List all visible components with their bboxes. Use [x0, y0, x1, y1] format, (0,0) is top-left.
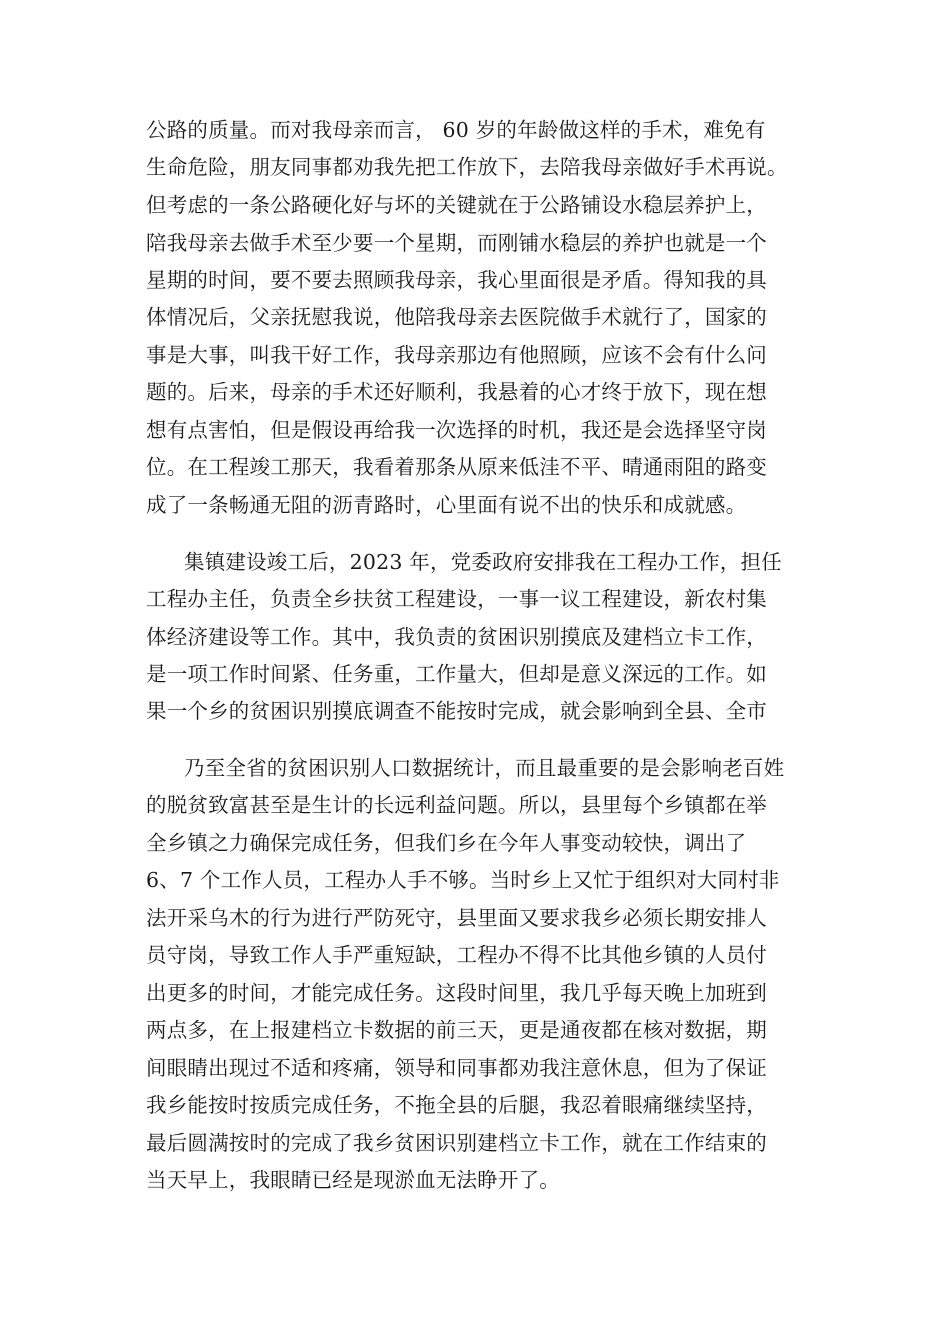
text-line: 公路的质量。而对我母亲而言， 60 岁的年龄做这样的手术，难免有 [146, 118, 766, 142]
text-line: 果一个乡的贫困识别摸底调查不能按时完成，就会影响到全县、全市 [146, 699, 767, 723]
text-line: 体情况后，父亲抚慰我说，他陪我母亲去医院做手术就行了，国家的 [146, 305, 767, 329]
text-line: 法开采乌木的行为进行严防死守，县里面又要求我乡必须长期安排人 [146, 906, 767, 930]
text-line: 间眼睛出现过不适和疼痛，领导和同事都劝我注意休息，但为了保证 [146, 1056, 767, 1080]
text-line: 体经济建设等工作。其中，我负责的贫困识别摸底及建档立卡工作， [146, 625, 767, 649]
text-line: 星期的时间，要不要去照顾我母亲，我心里面很是矛盾。得知我的具 [146, 268, 767, 292]
text-line: 两点多，在上报建档立卡数据的前三天，更是通夜都在核对数据，期 [146, 1018, 767, 1042]
text-line: 全乡镇之力确保完成任务，但我们乡在今年人事变动较快，调出了 [146, 831, 747, 855]
text-line: 的脱贫致富甚至是生计的长远利益问题。所以，县里每个乡镇都在举 [146, 793, 767, 817]
text-line: 想有点害怕，但是假设再给我一次选择的时机，我还是会选择坚守岗 [146, 418, 767, 442]
text-line: 工程办主任，负责全乡扶贫工程建设，一事一议工程建设，新农村集 [146, 587, 767, 611]
text-line: 最后圆满按时的完成了我乡贫困识别建档立卡工作，就在工作结束的 [146, 1131, 767, 1155]
text-line: 位。在工程竣工那天，我看着那条从原来低洼不平、晴通雨阻的路变 [146, 455, 767, 479]
text-line: 我乡能按时按质完成任务，不拖全县的后腿，我忍着眼痛继续坚持， [146, 1093, 767, 1117]
text-line: 当天早上，我眼睛已经是现淤血无法睁开了。 [146, 1168, 560, 1192]
text-line: 成了一条畅通无阻的沥青路时，心里面有说不出的快乐和成就感。 [146, 493, 747, 517]
text-line: 6、7 个工作人员，工程办人手不够。当时乡上又忙于组织对大同村非 [146, 868, 780, 892]
text-line: 陪我母亲去做手术至少要一个星期，而刚铺水稳层的养护也就是一个 [146, 231, 767, 255]
text-line-indented: 乃至全省的贫困识别人口数据统计，而且最重要的是会影响老百姓 [184, 756, 785, 780]
text-line: 但考虑的一条公路硬化好与坏的关键就在于公路铺设水稳层养护上， [146, 193, 767, 217]
text-line-indented: 集镇建设竣工后，2023 年，党委政府安排我在工程办工作，担任 [184, 550, 782, 574]
text-line: 出更多的时间，才能完成任务。这段时间里，我几乎每天晚上加班到 [146, 981, 767, 1005]
text-line: 事是大事，叫我干好工作，我母亲那边有他照顾，应该不会有什么问 [146, 343, 767, 367]
text-line: 员守岗，导致工作人手严重短缺，工程办不得不比其他乡镇的人员付 [146, 943, 767, 967]
text-line: 生命危险，朋友同事都劝我先把工作放下，去陪我母亲做好手术再说。 [146, 155, 788, 179]
text-line: 是一项工作时间紧、任务重，工作量大，但却是意义深远的工作。如 [146, 662, 767, 686]
text-line: 题的。后来，母亲的手术还好顺利，我悬着的心才终于放下，现在想 [146, 380, 767, 404]
